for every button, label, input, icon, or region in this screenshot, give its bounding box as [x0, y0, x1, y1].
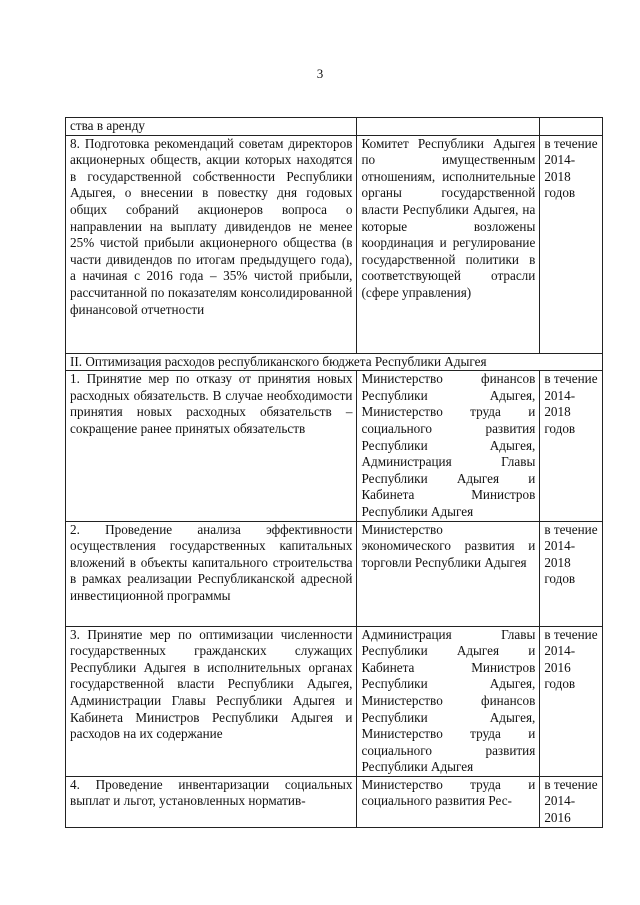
measure-cell: ства в аренду	[66, 118, 357, 136]
executor-cell: Министерство экономического развития и торговли Республики Адыгея	[357, 521, 540, 626]
executor-cell	[357, 118, 540, 136]
table-row	[66, 776, 603, 827]
measure-cell: 8. Подготовка рекомендаций советам директоров акционерных обществ, акции которых находятся в государственной собственности Республики Адыгея, о внесении в повестку дня годовых общих собраний акционеров вопроса о направлении на выплату дивидендов не менее 25% чистой прибыли акционерного общества (в части дивидендов по итогам предыдущего года), а начиная с 2016 года – 35% чистой прибыли, рассчитанной по показателям консолидированной финансовой отчетности	[66, 135, 357, 353]
table-row	[66, 135, 603, 353]
table-row	[66, 118, 603, 136]
term-cell: в течение 2014-2018 годов	[540, 371, 603, 521]
term-cell	[540, 118, 603, 136]
measures-table	[65, 117, 603, 828]
executor-cell: Министерство финансов Республики Адыгея, Министерство труда и социального развития Республики Адыгея, Администрация Главы Республики Адыгея и Кабинета Министров Республики Адыгея	[357, 371, 540, 521]
section-heading-row	[66, 353, 603, 371]
table-row	[66, 626, 603, 776]
term-cell: в течение 2014-2016 годов	[540, 626, 603, 776]
table-row	[66, 371, 603, 521]
executor-cell: Министерство труда и социального развития Рес-	[357, 776, 540, 827]
section-heading: II. Оптимизация расходов республиканского бюджета Республики Адыгея	[66, 353, 603, 371]
term-cell: в течение 2014-2018 годов	[540, 521, 603, 626]
executor-cell: Комитет Республики Адыгея по имущественным отношениям, исполнительные органы государственной власти Республики Адыгея, на которые возложены координация и регулирование государственной политики в соответствующей отрасли (сфере управления)	[357, 135, 540, 353]
table-row	[66, 521, 603, 626]
term-cell: в течение 2014-2018 годов	[540, 135, 603, 353]
measure-cell: 2. Проведение анализа эффективности осуществления государственных капитальных вложений в объекты капитального строительства в рамках реализации Республиканской адресной инвестиционной программы	[66, 521, 357, 626]
term-cell: в течение 2014-2016	[540, 776, 603, 827]
executor-cell: Администрация Главы Республики Адыгея и Кабинета Министров Республики Адыгея, Министерство финансов Республики Адыгея, Министерство труда и социального развития Республики Адыгея	[357, 626, 540, 776]
measure-cell: 3. Принятие мер по оптимизации численности государственных гражданских служащих Республики Адыгея в исполнительных органах государственной власти Республики Адыгея, Администрации Главы Республики Адыгея и Кабинета Министров Республики Адыгея и расходов на их содержание	[66, 626, 357, 776]
page-number: 3	[316, 66, 324, 81]
measure-cell: 4. Проведение инвентаризации социальных выплат и льгот, установленных норматив-	[66, 776, 357, 827]
measure-cell: 1. Принятие мер по отказу от принятия новых расходных обязательств. В случае необходимости принятия новых расходных обязательств – сокращение ранее принятых обязательств	[66, 371, 357, 521]
